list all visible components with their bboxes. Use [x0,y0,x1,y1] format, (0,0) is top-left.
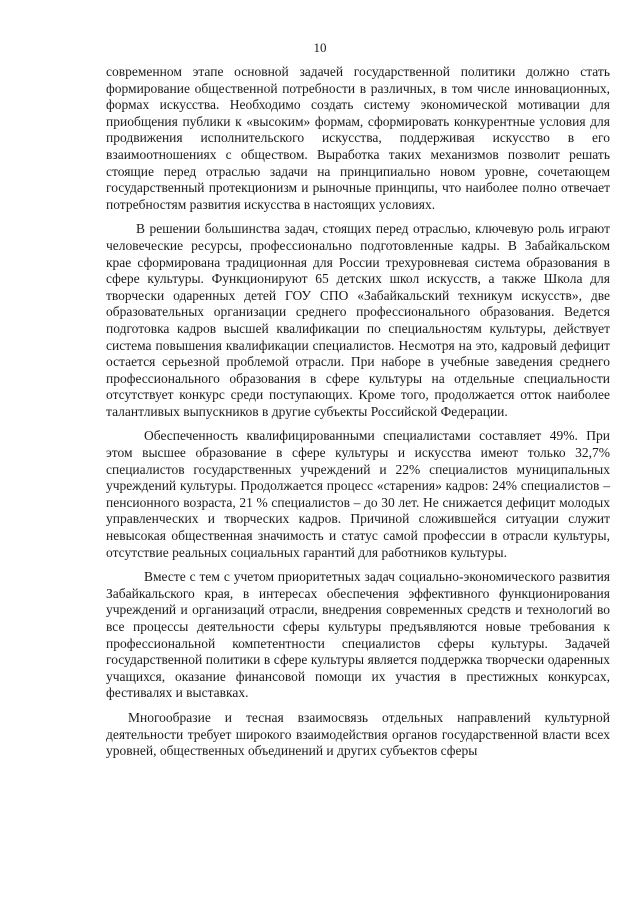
paragraph-2: В решении большинства задач, стоящих перед отраслью, ключевую роль играют человеческие ресурсы, профессионально подготовленные кадры. В Забайкальском крае сформирована традиционная для России трехуровневая система образования в сфере культуры. Функционируют 65 детских школ искусств, а также Школа для творчески одаренных детей ГОУ СПО «Забайкальский техникум искусств», две образовательных организации среднего профессионального образования. Ведется подготовка кадров высшей квалификации по специальностям культуры, действует система повышения квалификации специалистов. Несмотря на это, кадровый дефицит остается серьезной проблемой отрасли. При наборе в учебные заведения среднего профессионального образования в сфере культуры на отдельные специальности отсутствует конкурс среди поступающих. Кроме того, продолжается отток наиболее талантливых выпускников в другие субъекты Российской Федерации. [106,221,610,419]
paragraph-3: Обеспеченность квалифицированными специалистами составляет 49%. При этом высшее образование в сфере культуры и искусства имеют только 32,7% специалистов государственных учреждений и 22% специалистов муниципальных учреждений культуры. Продолжается процесс «старения» кадров: 24% специалистов – пенсионного возраста, 21 % специалистов – до 30 лет. Не снижается дефицит молодых управленческих и творческих кадров. Причиной сложившейся ситуации служит невысокая общественная значимость и статус самой профессии в отрасли культуры, отсутствие реальных социальных гарантий для работников культуры. [106,428,610,560]
paragraph-4: Вместе с тем с учетом приоритетных задач социально-экономического развития Забайкальского края, в интересах обеспечения эффективного функционирования учреждений и организаций отрасли, внедрения современных средств и технологий во все процессы деятельности сферы культуры предъявляются новые требования к профессиональной компетентности специалистов сферы культуры. Задачей государственной политики в сфере культуры является поддержка творчески одаренных учащихся, оказание финансовой помощи их участия в престижных конкурсах, фестивалях и выставках. [106,569,610,701]
paragraph-1: современном этапе основной задачей государственной политики должно стать формирование общественной потребности в различных, в том числе инновационных, формах искусства. Необходимо создать систему экономической мотивации для приобщения публики к «высоким» формам, сформировать конкурентные условия для продвижения исполнительского искусства, поддерживая искусство в его взаимоотношениях с обществом. Выработка таких механизмов позволит решать стоящие перед отраслью задачи на принципиально новом уровне, сочетающем государственный протекционизм и рыночные принципы, что наиболее полно отвечает потребностям развития искусства в настоящих условиях. [106,64,610,212]
document-body [106,64,610,760]
paragraph-5: Многообразие и тесная взаимосвязь отдельных направлений культурной деятельности требует широкого взаимодействия органов государственной власти всех уровней, общественных объединений и других субъектов сферы [106,709,610,759]
page-number: 10 [313,40,327,55]
